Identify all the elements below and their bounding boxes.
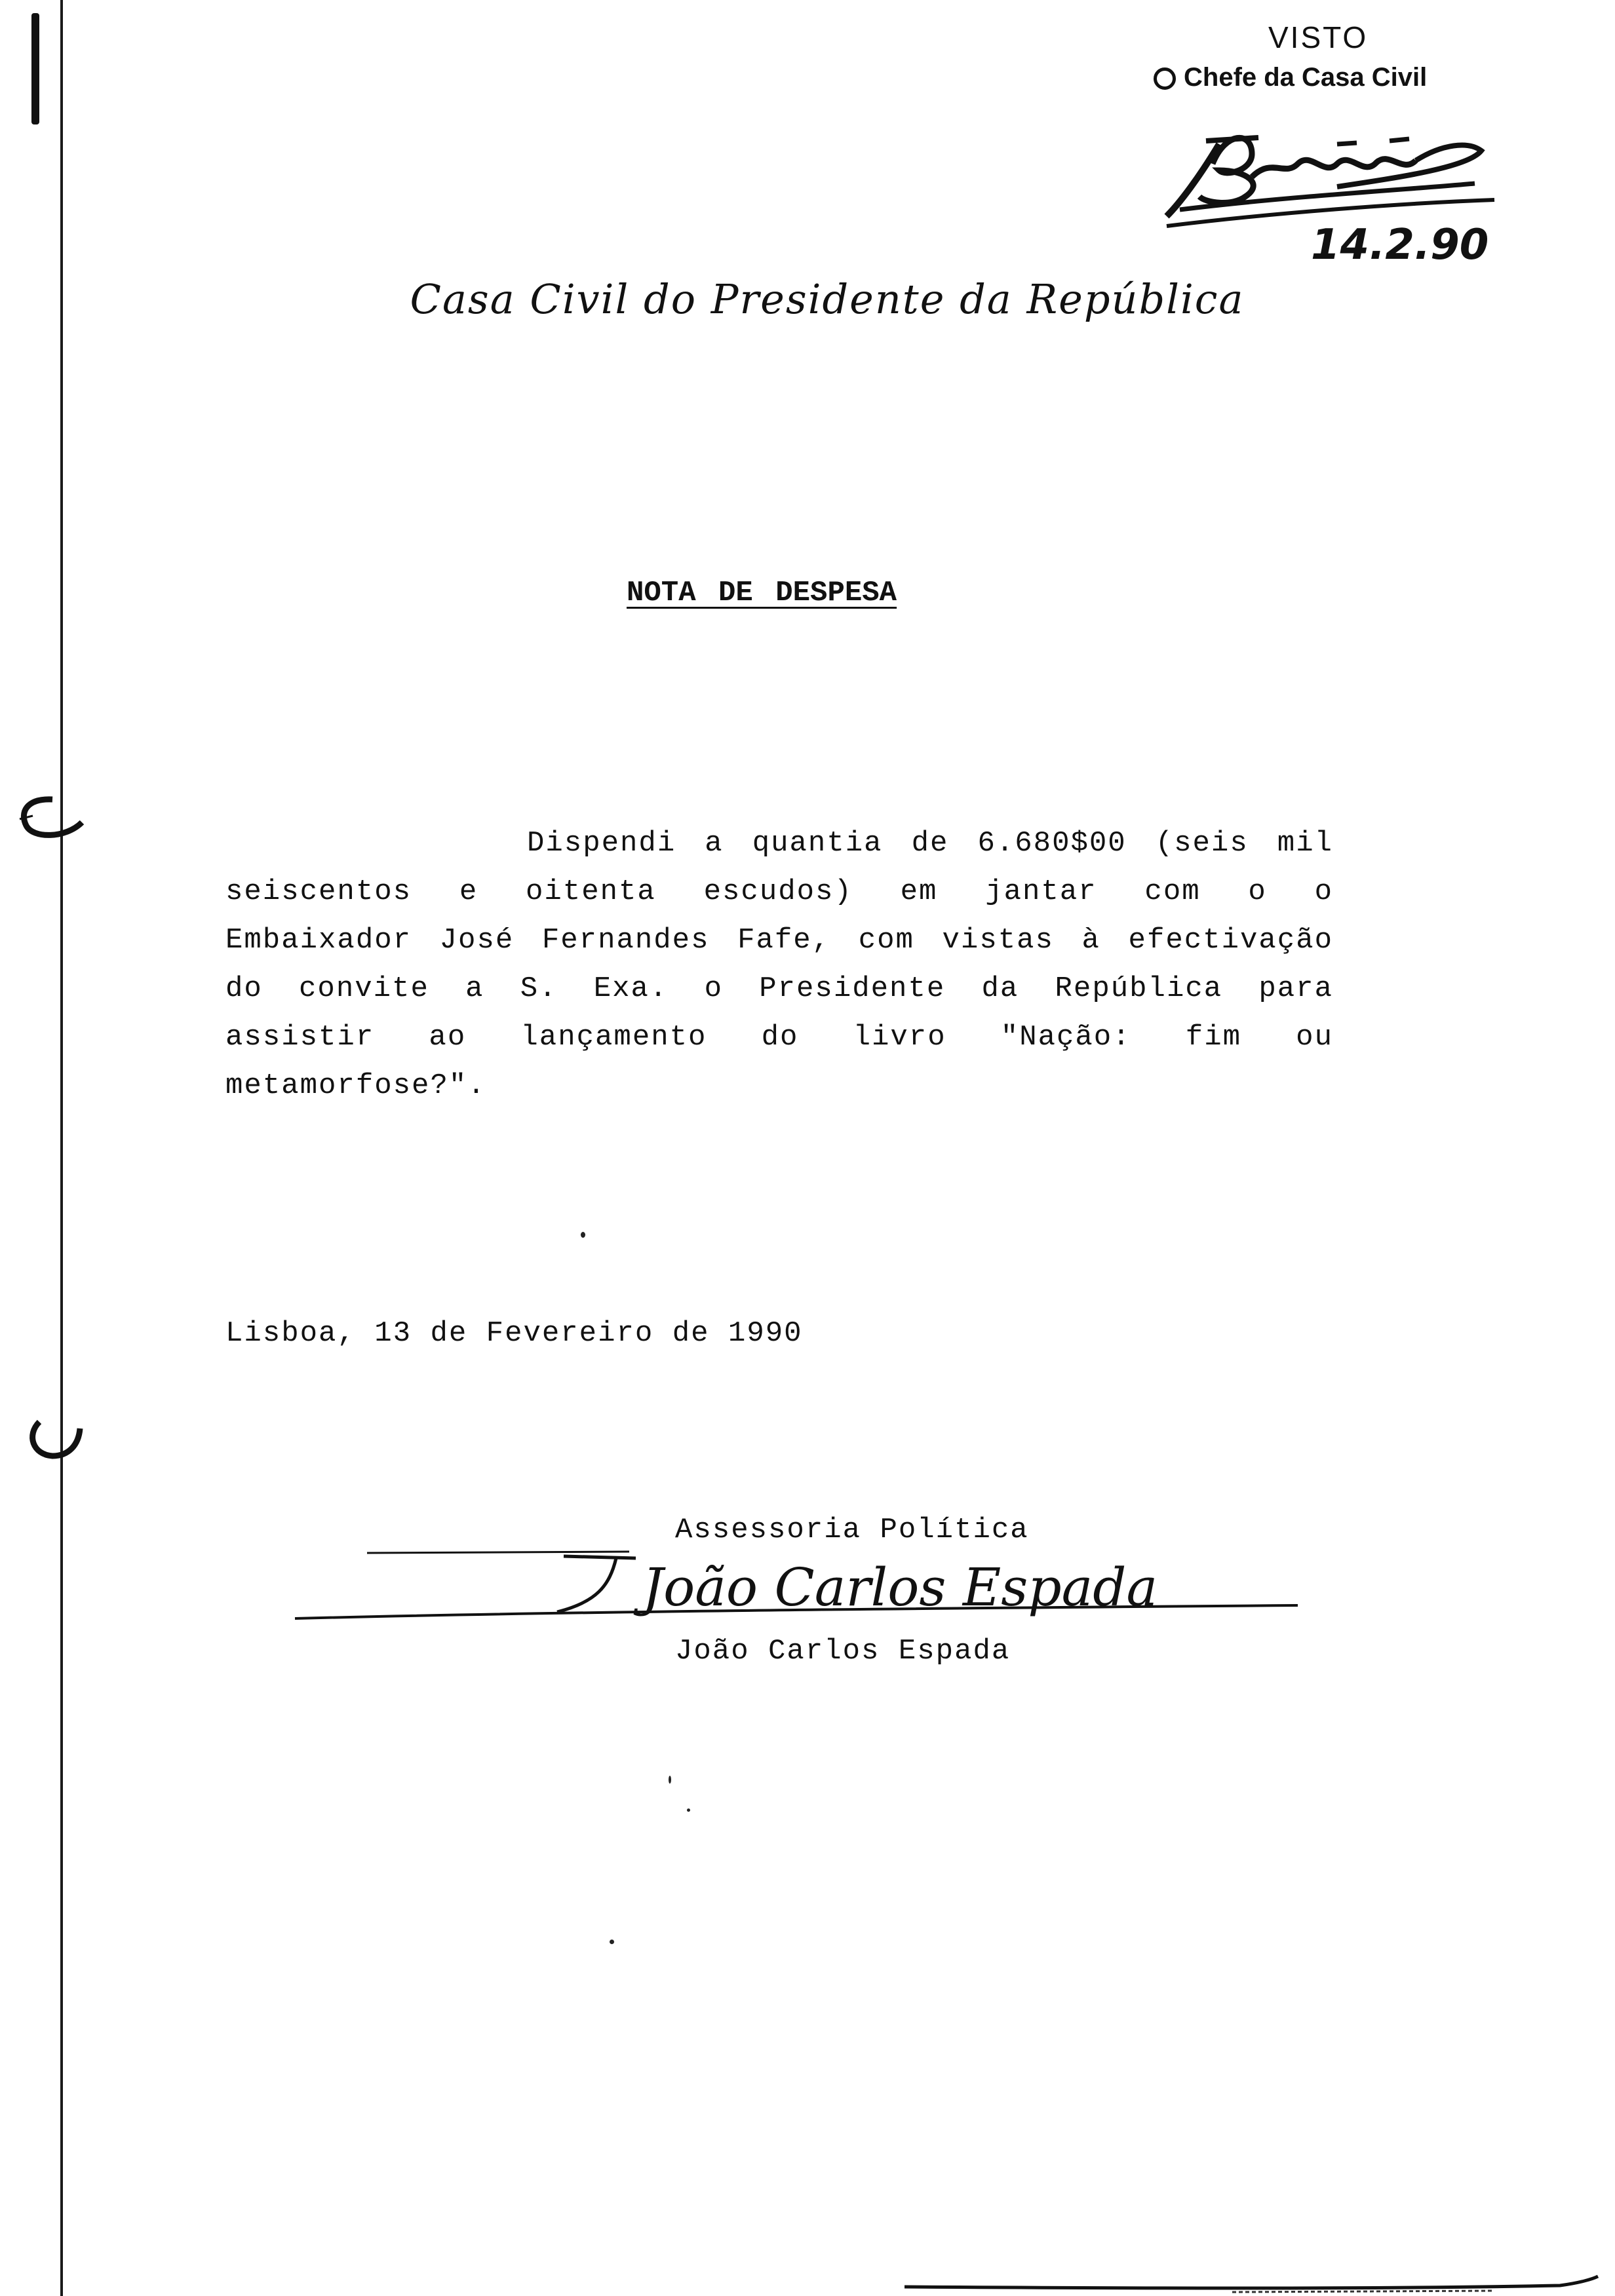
- approval-signature: [1140, 105, 1508, 269]
- page-edge-line: [60, 0, 63, 2296]
- scan-speck: [669, 1776, 671, 1784]
- scan-speck: [610, 1940, 614, 1944]
- approval-line-text: Chefe da Casa Civil: [1184, 63, 1428, 92]
- document-body: Dispendi a quantia de 6.680$00 (seis mil seiscentos e oitenta escudos) em jantar com o o Embaixador José Fernandes Fafe, com vistas à efectivação do convite a S. Exa. o Presidente da República para assistir ao lançamento do livro "Nação: fim ou metamorfose?".: [225, 827, 1333, 1102]
- bottom-scan-edge: [905, 2274, 1599, 2296]
- approval-date: 14.2.90: [1311, 221, 1489, 269]
- letterhead: Casa Civil do Presidente da República: [410, 275, 1245, 323]
- binder-mark: [31, 13, 39, 124]
- hole-punch-mark: [13, 1415, 85, 1468]
- approval-title: VISTO: [1268, 20, 1369, 54]
- signature-block: [288, 1514, 1311, 1684]
- signature-department: Assessoria Política: [675, 1514, 1029, 1546]
- scan-speck: [581, 1232, 585, 1238]
- approval-stamp: [1140, 20, 1508, 269]
- place-date: Lisboa, 13 de Fevereiro de 1990: [225, 1317, 803, 1350]
- handwritten-signature: [288, 1540, 1311, 1638]
- hole-punch-mark: [13, 793, 85, 845]
- document-title: NOTA DE DESPESA: [627, 577, 897, 609]
- scan-speck: [687, 1808, 690, 1812]
- signature-name: João Carlos Espada: [675, 1635, 1011, 1668]
- circle-o-icon: [1154, 67, 1176, 90]
- approval-line: [1154, 63, 1427, 92]
- handwritten-signature-text: João Carlos Espada: [642, 1557, 1158, 1618]
